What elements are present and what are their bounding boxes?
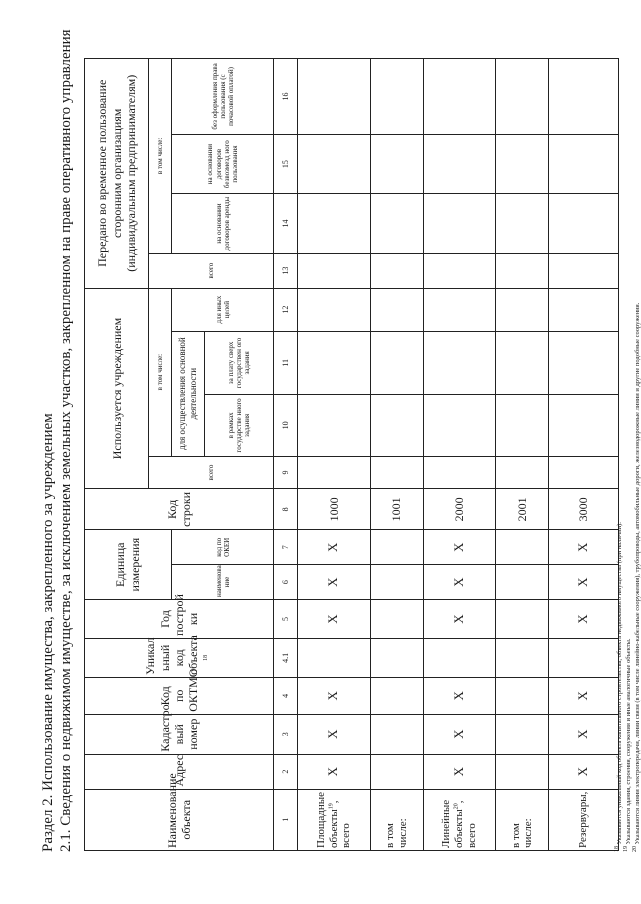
footnote: $^{19}$ Указываются здания, строения, сооружения и иные аналогичные объекты. — [623, 638, 633, 852]
col-unique-code-header: Уникал ьный код объекта $^{18}$ — [85, 638, 274, 677]
column-number: 2 — [274, 754, 298, 789]
column-number: 9 — [274, 456, 298, 489]
col-cadastral-header: Кадастро вый номер — [85, 714, 274, 754]
col-transferred-free-header: на основании договоров безвозмезд ного пользования — [171, 134, 274, 193]
col-used-total-header: всего — [149, 456, 274, 489]
col-transferred-lease-header: на основании договоров аренды — [171, 194, 274, 253]
col-unit-header: Единица измерения — [85, 530, 172, 600]
column-number: 7 — [274, 530, 298, 565]
col-used-header: Используется учреждением — [85, 288, 149, 489]
column-number: 4.1 — [274, 638, 298, 677]
table-row — [496, 59, 549, 851]
footnote: $^{20}$ Указываются линии электропередачи, линии связи (в том числе линейно-кабельные сооружения), трубопроводы, автомобильные дороги, железнодорожные линии и другие подобные сооружения. — [632, 302, 641, 852]
table-row: Резервуары, Х Х Х Х Х Х 3000 — [549, 59, 619, 851]
row-code: 2000 — [423, 489, 496, 530]
row-label: в том числе: — [496, 789, 549, 850]
row-code: 2001 — [496, 489, 549, 530]
col-transferred-header: Передано во временное пользование сторонним организациям (индивидуальным предпринимателям) — [85, 59, 149, 289]
column-number: 14 — [274, 194, 298, 253]
col-year-header: Год построй ки — [85, 600, 274, 639]
row-label: Линейные объекты$^{20}$, всего — [423, 789, 496, 850]
column-number: 12 — [274, 288, 298, 331]
col-name-header: Наименование объекта — [85, 789, 274, 850]
col-transferred-including-header: в том числе: — [149, 59, 171, 254]
col-unit-name-header: наименова ние — [171, 565, 274, 600]
column-number: 16 — [274, 59, 298, 135]
col-used-state-task-header: в рамках государстве нного задания — [204, 395, 274, 456]
col-used-paid-header: за плату сверх государствен ого задания — [204, 331, 274, 395]
column-number: 15 — [274, 134, 298, 193]
column-number: 4 — [274, 677, 298, 714]
column-number: 6 — [274, 565, 298, 600]
column-number: 8 — [274, 489, 298, 530]
subsection-heading: 2.1. Сведения о недвижимом имуществе, за исключением земельных участков, закрепленном на праве оперативного управления — [58, 29, 74, 852]
col-used-other-header: для иных целей — [171, 288, 274, 331]
row-label: в том числе: — [370, 789, 423, 850]
property-table — [84, 58, 619, 851]
table-row: Линейные объекты$^{20}$, всего Х Х Х Х Х Х 2000 — [423, 59, 496, 851]
row-label: Площадные объекты$^{19}$, всего — [298, 789, 371, 850]
col-used-including-header: в том числе: — [149, 288, 171, 456]
row-label: Резервуары, — [549, 789, 619, 850]
col-transferred-total-header: всего — [149, 253, 274, 288]
col-address-header: Адрес — [85, 754, 274, 789]
column-number: 11 — [274, 331, 298, 395]
col-used-main-header: для осуществления основной деятельности — [171, 331, 204, 456]
column-number: 5 — [274, 600, 298, 639]
column-number: 10 — [274, 395, 298, 456]
col-unit-okei-header: код по ОКЕИ — [171, 530, 274, 565]
col-row-code-header: Код строки — [85, 489, 274, 530]
section-heading: Раздел 2. Использование имущества, закрепленного за учреждением — [40, 413, 56, 852]
column-number: 13 — [274, 253, 298, 288]
col-transferred-nodoc-header: без оформления права пользования (с почасовой оплатой) — [171, 59, 274, 135]
row-code: 1001 — [370, 489, 423, 530]
table-row: Площадные объекты$^{19}$, всего Х Х Х Х Х Х 1000 — [298, 59, 371, 851]
footnote: $^{18}$ Указывается уникальный код объекта капитального строительства, объекта недвижимого имущества (при наличии). — [614, 522, 624, 852]
row-code: 1000 — [298, 489, 371, 530]
row-code: 3000 — [549, 489, 619, 530]
table-row — [370, 59, 423, 851]
column-number: 1 — [274, 789, 298, 850]
col-oktmo-header: Код по ОКТМО — [85, 677, 274, 714]
column-number: 3 — [274, 714, 298, 754]
